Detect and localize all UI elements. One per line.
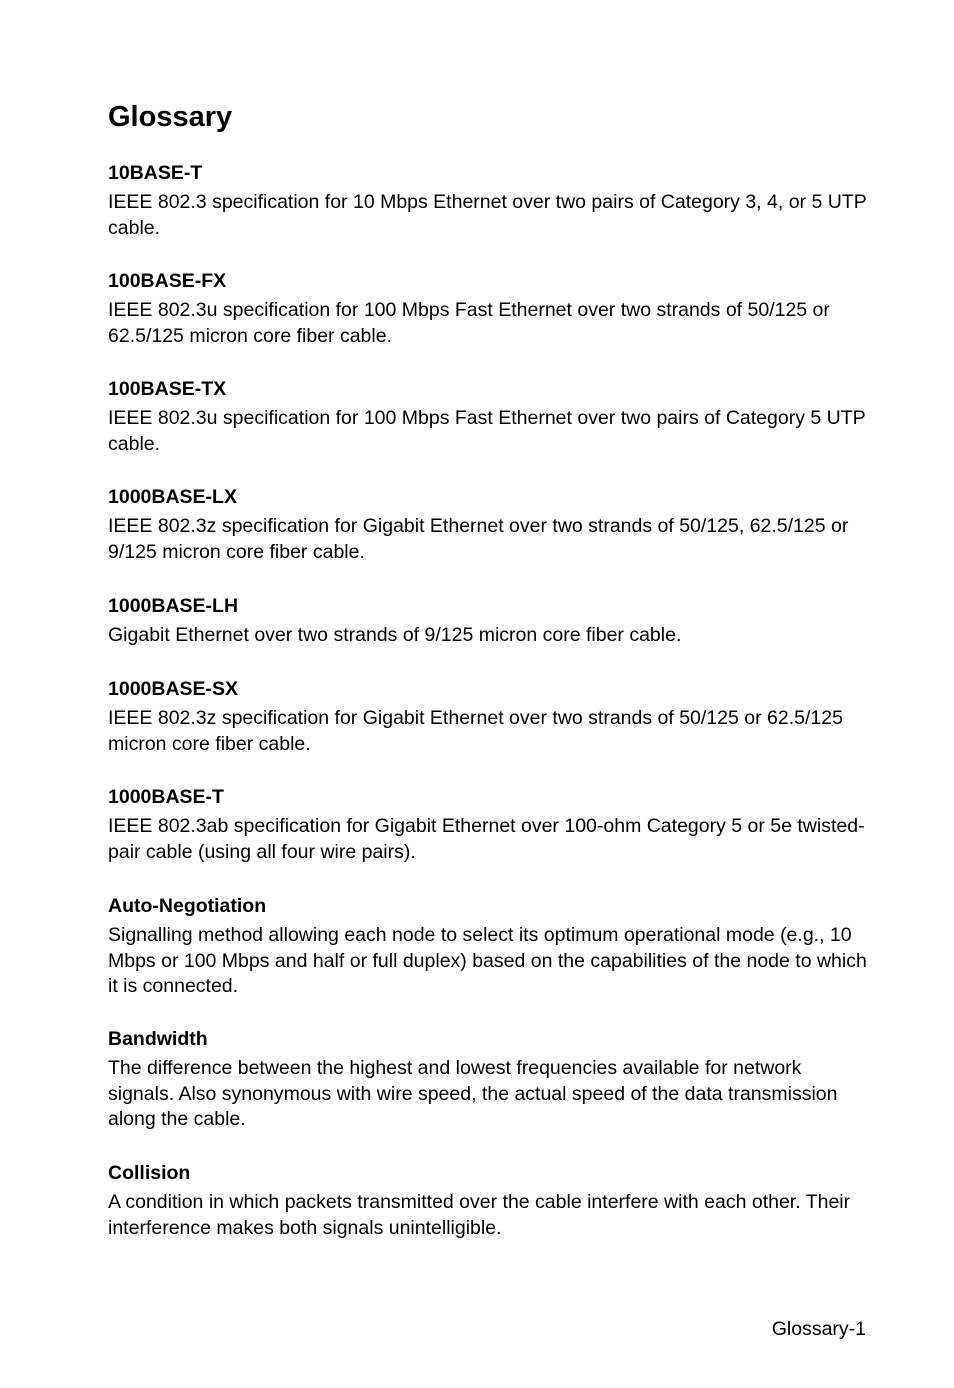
glossary-term: Collision (108, 1162, 191, 1184)
glossary-term: 1000BASE-SX (108, 678, 239, 700)
glossary-term: Bandwidth (108, 1028, 208, 1050)
glossary-entry (108, 376, 868, 457)
glossary-definition: Signalling method allowing each node to select its optimum operational mode (e.g., 10 Mbps or 100 Mbps and half or full duplex) based on the capabilities of the node to which it is connected. (108, 924, 867, 997)
glossary-definition: IEEE 802.3ab specification for Gigabit Ethernet over 100-ohm Category 5 or 5e twisted-pair cable (using all four wire pairs). (108, 815, 865, 863)
page-number: Glossary-1 (771, 1318, 866, 1340)
glossary-term: 10BASE-T (108, 162, 203, 184)
glossary-term: 1000BASE-LX (108, 486, 237, 508)
glossary-definition: IEEE 802.3 specification for 10 Mbps Ethernet over two pairs of Category 3, 4, or 5 UTP cable. (108, 191, 867, 239)
glossary-definition: The difference between the highest and lowest frequencies available for network signals. Also synonymous with wire speed, the actual speed of the data transmission along the cable. (108, 1057, 838, 1130)
glossary-term: Auto-Negotiation (108, 895, 267, 917)
glossary-entry (108, 1160, 868, 1241)
glossary-entry (108, 484, 868, 565)
glossary-definition: IEEE 802.3u specification for 100 Mbps Fast Ethernet over two pairs of Category 5 UTP cable. (108, 407, 866, 455)
glossary-term: 1000BASE-LH (108, 595, 239, 617)
page-title: Glossary (108, 101, 233, 133)
glossary-entry (108, 676, 868, 757)
glossary-entry (108, 593, 868, 649)
glossary-term: 100BASE-TX (108, 378, 227, 400)
glossary-term: 1000BASE-T (108, 786, 224, 808)
glossary-entry (108, 160, 868, 241)
glossary-definition: IEEE 802.3z specification for Gigabit Ethernet over two strands of 50/125 or 62.5/125 micron core fiber cable. (108, 707, 843, 755)
glossary-entry (108, 893, 868, 1000)
glossary-definition: Gigabit Ethernet over two strands of 9/125 micron core fiber cable. (108, 624, 682, 646)
glossary-entry (108, 784, 868, 865)
glossary-entry (108, 1026, 868, 1133)
glossary-entry (108, 268, 868, 349)
glossary-definition: IEEE 802.3z specification for Gigabit Ethernet over two strands of 50/125, 62.5/125 or 9/125 micron core fiber cable. (108, 515, 849, 563)
glossary-term: 100BASE-FX (108, 270, 227, 292)
glossary-definition: IEEE 802.3u specification for 100 Mbps Fast Ethernet over two strands of 50/125 or 62.5/125 micron core fiber cable. (108, 299, 830, 347)
glossary-definition: A condition in which packets transmitted over the cable interfere with each other. Their interference makes both signals unintelligible. (108, 1191, 851, 1239)
